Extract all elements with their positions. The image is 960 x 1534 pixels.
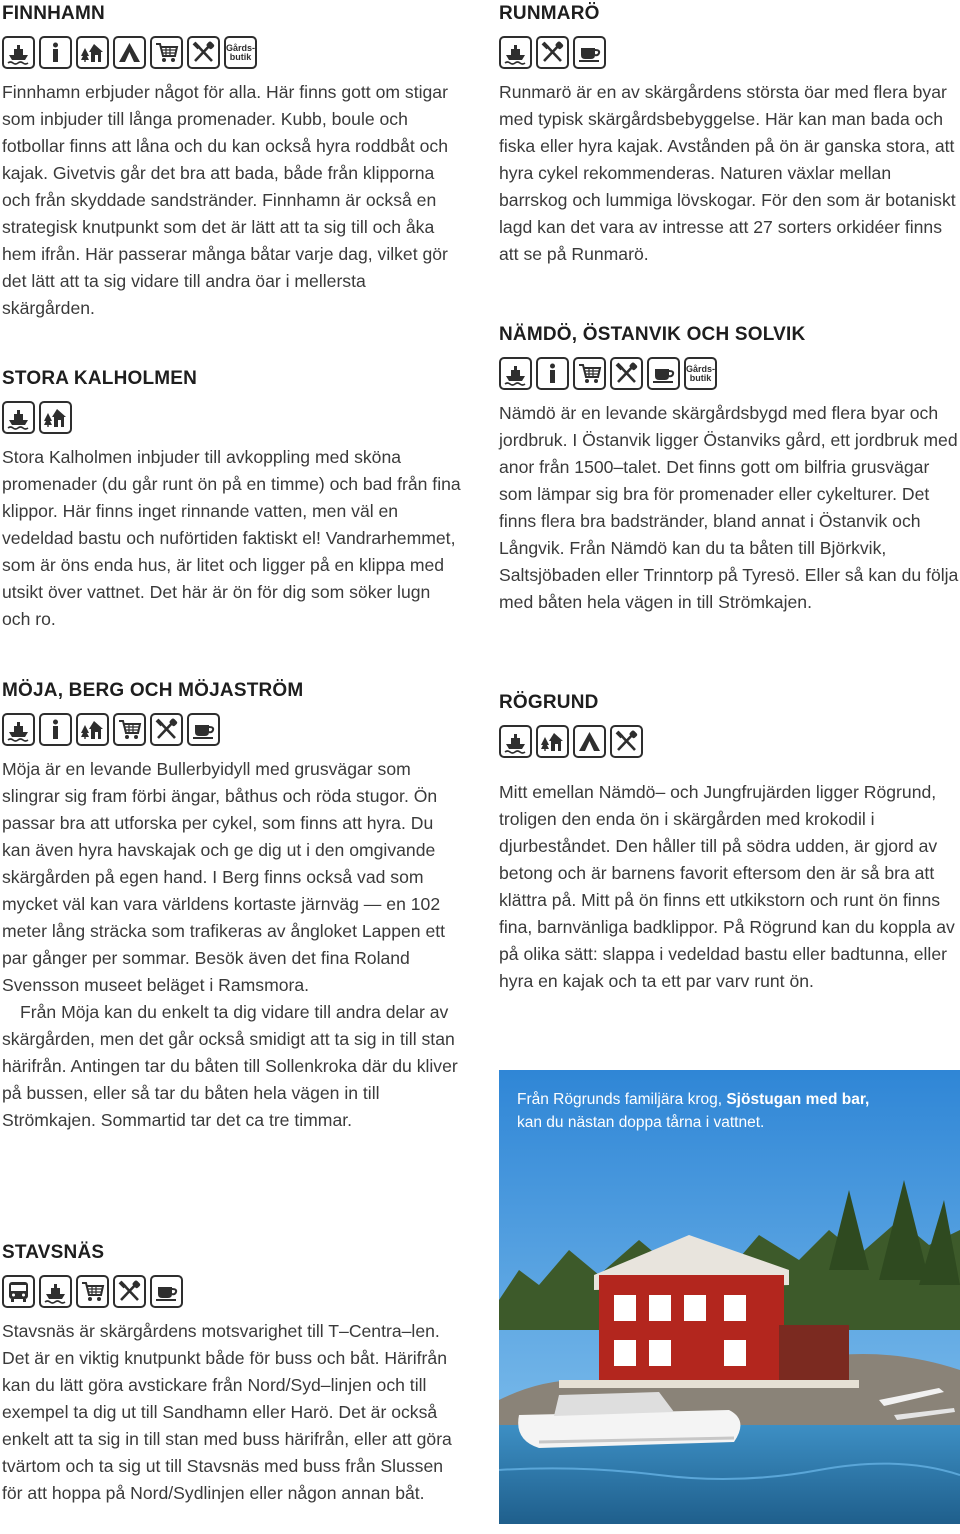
section-body [499,79,959,268]
info-icon [536,357,569,390]
restaurant-icon [610,725,643,758]
cafe-icon [150,1275,183,1308]
section-heading: RÖGRUND [499,692,599,713]
photo-caption [517,1088,937,1134]
boat-icon [499,36,532,69]
caption-text: Från Rögrunds familjära krog, [517,1091,727,1108]
shop-icon [573,357,606,390]
boat-icon [2,36,35,69]
farm-shop-icon [224,36,257,69]
section-text-2: Från Möja kan du enkelt ta dig vidare till andra delar av skärgården, men det går också smidigt att ta sig in till stan härifrån. Antingen tar du båten till Sollenkroka där du kliver på bussen, eller så tar du båten hela vägen in till Strömkajen. Sommartid tar det ca tre timmar. [2,1002,458,1130]
amenity-icons [499,36,959,70]
shop-icon [150,36,183,69]
boat-icon [499,357,532,390]
section-text: Finnhamn erbjuder något för alla. Här finns gott om stigar som inbjuder till långa promenader. Kubb, boule och fotbollar finns att låna och du kan också hyra roddbåt och kajak. Givetvis går det bra att bada, både från klipporna och från skyddade sandstränder. Finnhamn är också en strategisk knutpunkt som det är lätt att ta sig till och åka hem ifrån. Här passerar många båtar varje dag, vilket gör det lätt att ta sig vidare till andra öar i mellersta skärgården. [2,82,448,318]
hostel-icon [39,401,72,434]
section-heading: STAVSNÄS [2,1242,105,1263]
hostel-icon [76,713,109,746]
info-icon [39,36,72,69]
section-body [2,1318,462,1507]
section-runmaro [499,2,959,268]
amenity-icons [2,1275,462,1309]
restaurant-icon [610,357,643,390]
section-body [2,444,462,633]
section-body [2,79,462,322]
boat-icon [39,1275,72,1308]
hostel-icon [76,36,109,69]
section-text: Nämdö är en levande skärgårdsbygd med flera byar och jordbruk. I Östanvik ligger Östanviks gård, ett jordbruk med anor från 1500–talet. Det finns gott om bilfria grusvägar som lämpar sig bra för promenader eller cykelturer. Det finns flera bra badstränder, bland annat i Östanvik och Långvik. Från Nämdö kan du ta båten till Björkvik, Saltsjöbaden eller Trinntorp på Tyresö. Eller så kan du följa med båten hela vägen in till Strömkajen. [499,403,959,612]
section-text: Stavsnäs är skärgårdens motsvarighet till T–Centra–len. Det är en viktig knutpunkt både för buss och båt. Härifrån kan du lätt göra avstickare från Nord/Syd–linjen och till exempel ta dig ut till Sandhamn eller Harö. Det är också enkelt att ta sig in till stan med buss härifrån, eller att göra tvärtom och ta sig ut till Stavsnäs med buss från Slussen för att hoppa på Nord/Sydlinjen eller någon annan båt. [2,1321,452,1503]
cafe-icon [573,36,606,69]
section-text: Möja är en levande Bullerbyidyll med grusvägar som slingrar sig fram förbi ängar, båthus och röda stugor. Ön passar bra att utforska per cykel, som finns att hyra. Du kan även hyra havskajak och ge dig ut i den omgivande skärgården på egen hand. I Berg finns också vad som mycket väl kan vara världens kortaste järnväg — en 102 meter lång sträcka som trafikeras av ångloket Lappen ett par gånger per sommar. Besök även det fina Roland Svensson museet beläget i Ramsmora. [2,759,446,995]
restaurant-icon [150,713,183,746]
amenity-icons [499,725,959,759]
section-heading: STORA KALHOLMEN [2,368,198,389]
shop-icon [76,1275,109,1308]
restaurant-icon [187,36,220,69]
boat-icon [2,401,35,434]
camping-icon [113,36,146,69]
section-text: Runmarö är en av skärgårdens största öar med flera byar med typisk skärgårdsbebyggelse. Här kan man bada och fiska eller hyra kajak. Avstånden på ön är ganska stora, att hyra cykel rekommenderas. Naturen växlar mellan barrskog och lummiga lövskogar. För den som är botaniskt lagd kan det vara av intresse att 27 sorters orkidéer finns att se på Runmarö. [499,82,956,264]
bus-icon [2,1275,35,1308]
section-finnhamn [2,2,462,322]
cafe-icon [187,713,220,746]
boat-icon [499,725,532,758]
camping-icon [573,725,606,758]
amenity-icons [2,36,462,70]
section-rogrund [499,691,959,995]
amenity-icons [2,401,462,435]
shop-icon [113,713,146,746]
restaurant-icon [536,36,569,69]
section-stavsnas [2,1241,462,1507]
section-body [499,779,959,995]
section-moja [2,679,462,1134]
farm-shop-label-2: butik [689,372,712,383]
caption-bold: Sjöstugan med bar, [726,1091,870,1108]
farm-shop-label-1: Gårds- [686,363,716,374]
section-heading: FINNHAMN [2,3,105,24]
section-heading: NÄMDÖ, ÖSTANVIK OCH SOLVIK [499,324,806,345]
section-text: Mitt emellan Nämdö– och Jungfrujärden ligger Rögrund, troligen den enda ön i skärgården med krokodil i djurbeståndet. Den håller till på södra udden, är gjord av betong och är barnens favorit eftersom den är så bra att klättra på. Mitt på ön finns ett utkikstorn och runt ön finns fina, barnvänliga badklippor. På Rögrund kan du koppla av på olika sätt: slappa i vedeldad bastu eller badtunna, eller hyra en kajak och ta ett par varv runt ön. [499,782,955,991]
section-heading: RUNMARÖ [499,3,600,24]
amenity-icons [499,357,959,391]
restaurant-icon [113,1275,146,1308]
photo-illustration [499,1070,960,1524]
section-body [2,756,462,1134]
info-icon [39,713,72,746]
caption-text-2: kan du nästan doppa tårna i vattnet. [517,1114,765,1131]
section-stora-kalholmen [2,367,462,633]
farm-shop-icon [684,357,717,390]
farm-shop-label-2: butik [229,51,252,62]
section-text: Stora Kalholmen inbjuder till avkoppling med sköna promenader (du går runt ön på en timme) och bad från fina klippor. Här finns inget rinnande vatten, men väl en vedeldad bastu och nuförtiden faktiskt el! Vandrarhemmet, som är öns enda hus, är litet och ligger på en klippa med utsikt över vattnet. Det här är ön för dig som söker lugn och ro. [2,447,461,629]
hostel-icon [536,725,569,758]
cafe-icon [647,357,680,390]
farm-shop-label-1: Gårds- [226,42,256,53]
photo-sjostugan [499,1070,960,1524]
section-namdo [499,323,959,616]
section-heading: MÖJA, BERG OCH MÖJASTRÖM [2,680,304,701]
boat-icon [2,713,35,746]
section-body [499,400,959,616]
amenity-icons [2,713,462,747]
